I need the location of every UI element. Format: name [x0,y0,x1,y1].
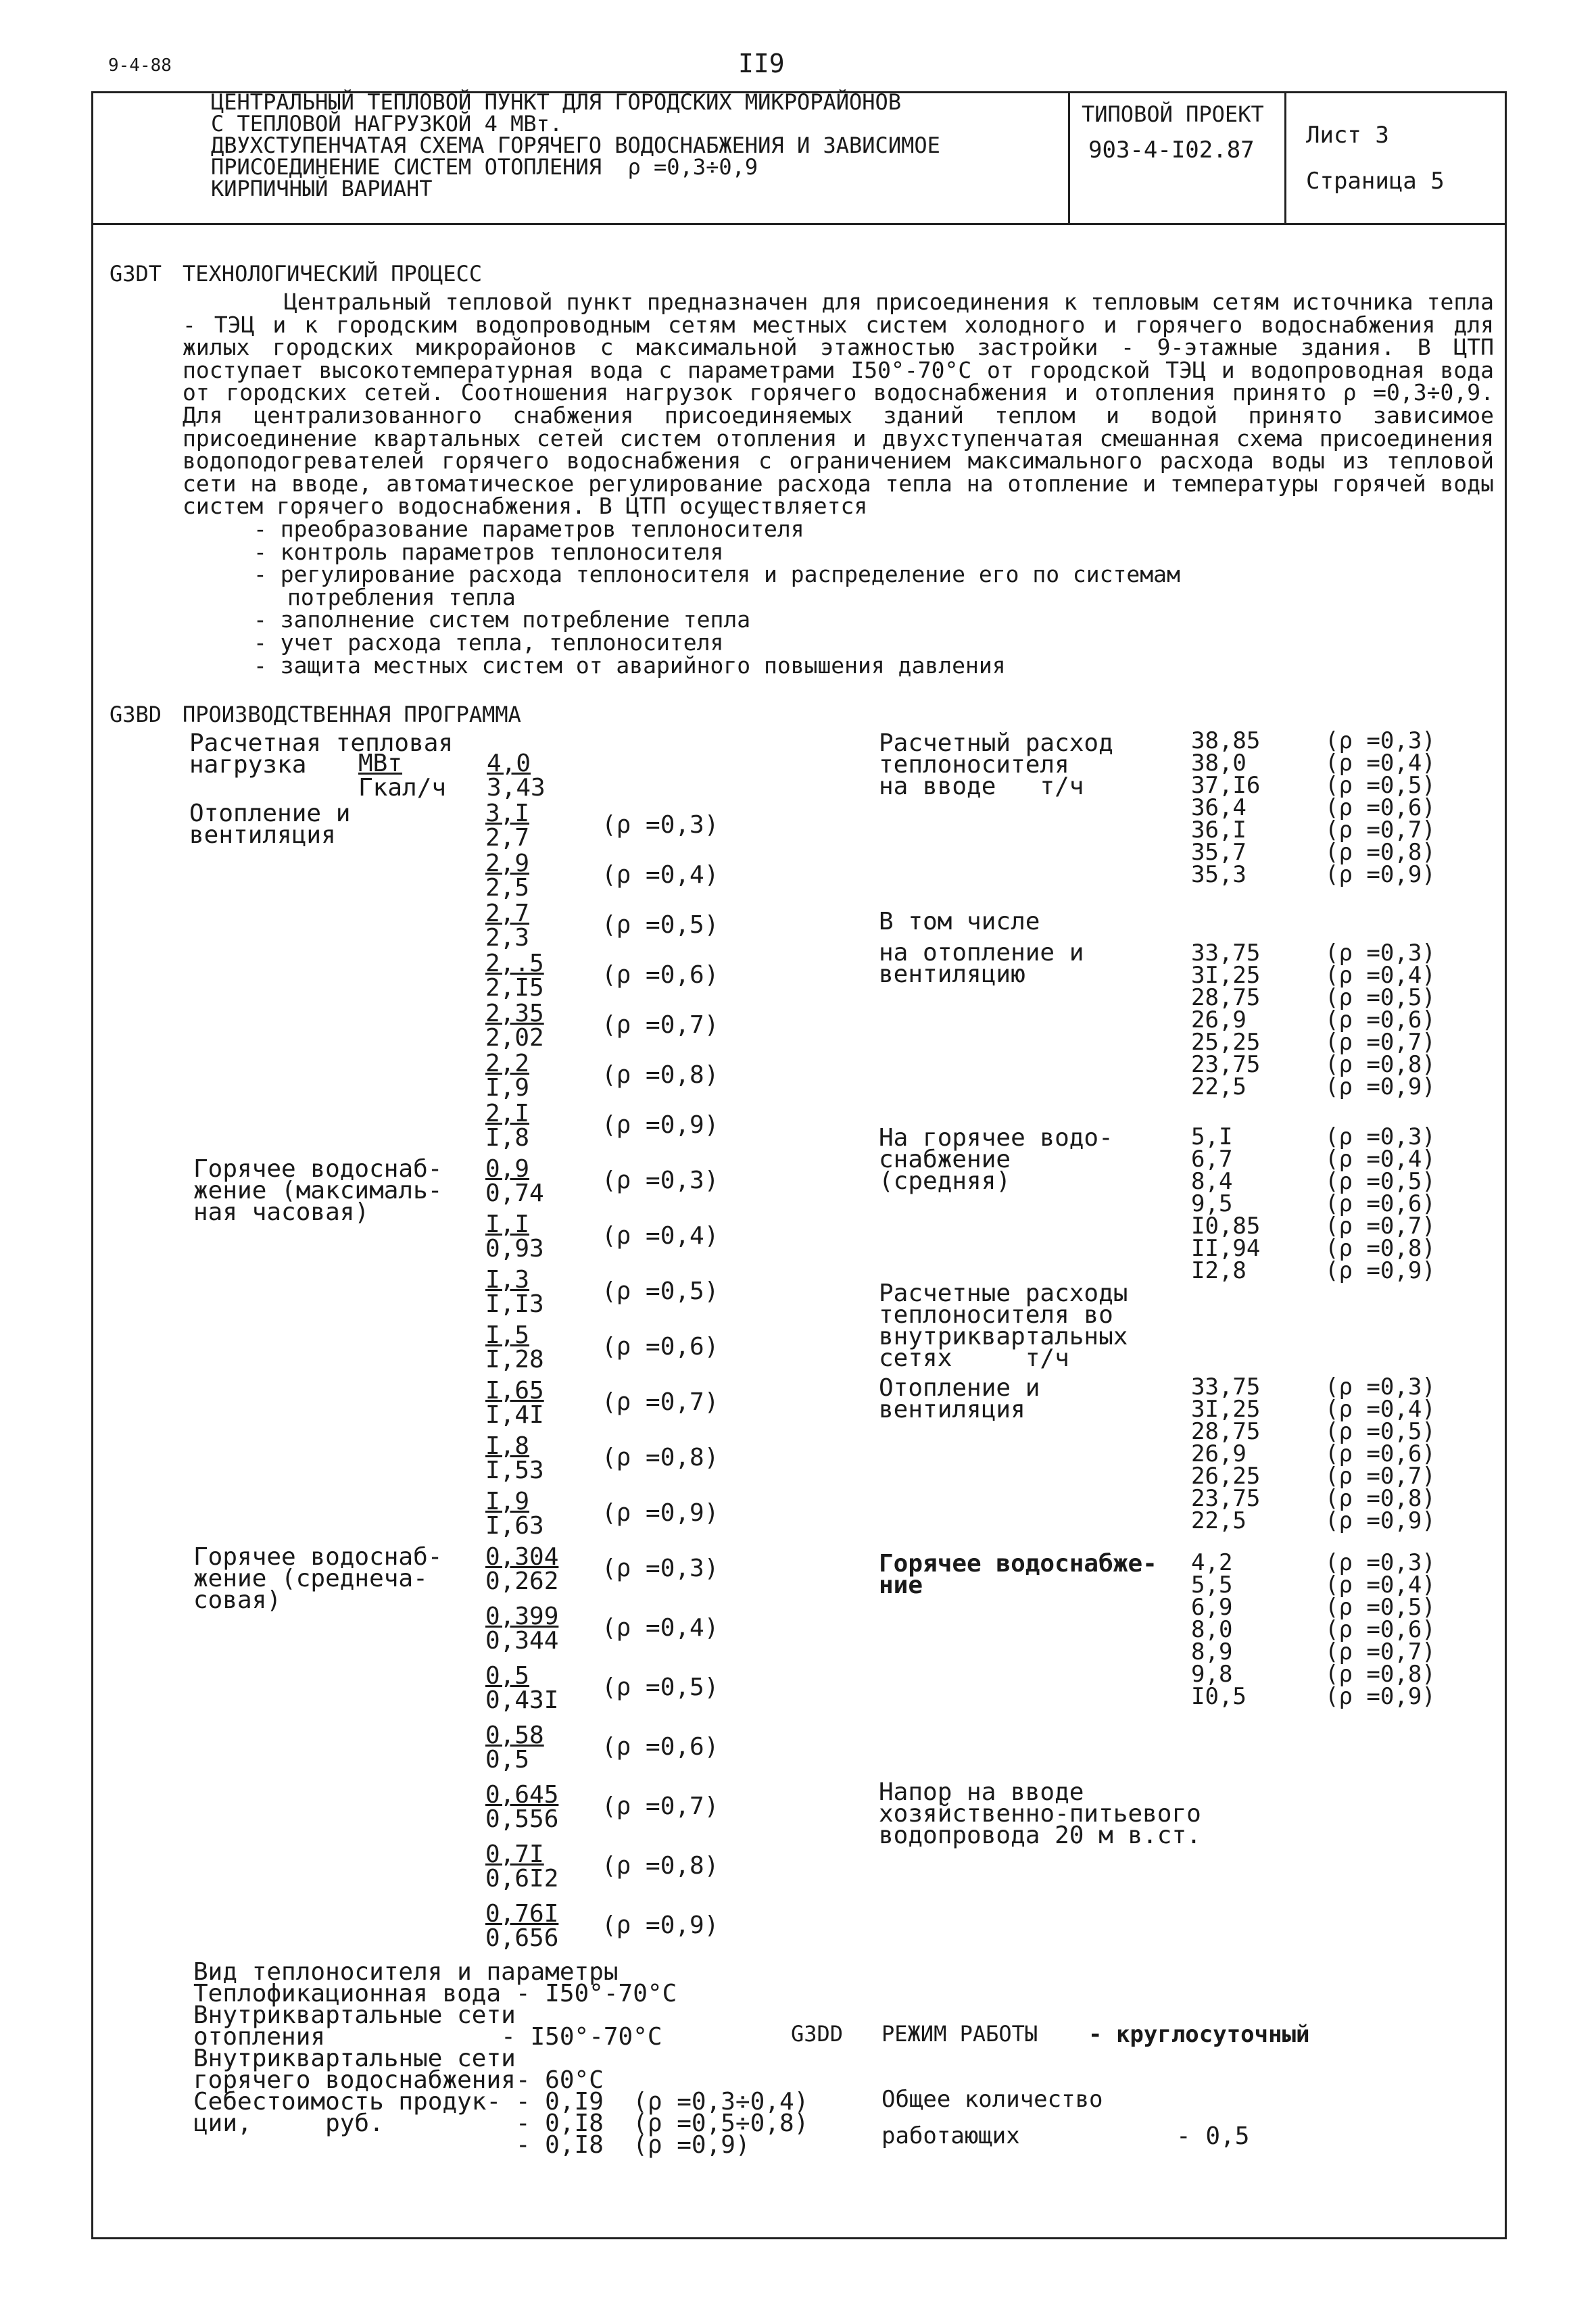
flow-values [1191,727,1261,888]
rho-label: (ρ =0,7) [1325,1638,1436,1665]
fraction-denominator: 0,74 [485,1179,544,1207]
table-value: 8,9 [1191,1638,1233,1665]
rho-label: (ρ =0,3) [1325,1373,1436,1400]
fraction-denominator: I,I3 [485,1290,544,1318]
carrier-text: Внутриквартальные сети [193,2001,516,2029]
rho-label: (ρ =0,7) [1325,1463,1436,1490]
rho-label: (ρ =0,7) [602,1011,719,1039]
rho-label: (ρ =0,5) [1325,1594,1436,1621]
hw-avg-label: совая) [193,1586,282,1614]
fraction-denominator: 2,5 [485,874,530,902]
table-value: 33,75 [1191,1373,1261,1400]
quarter-hw-values [1191,1549,1247,1710]
title-line: ЦЕНТРАЛЬНЫЙ ТЕПЛОВОЙ ПУНКТ ДЛЯ ГОРОДСКИХ МИКРОРАЙОНОВ [211,89,902,115]
table-value: 6,9 [1191,1594,1233,1621]
process-item: - заполнение систем потребление тепла [253,606,751,633]
table-value: 8,4 [1191,1168,1233,1195]
process-item: - учет расхода тепла, теплоносителя [253,629,724,656]
fraction-numerator: 2,9 [485,850,530,877]
fraction-numerator: I,65 [485,1377,544,1405]
fraction-value [485,1490,544,1538]
table-value: 5,I [1191,1123,1233,1150]
rho-label: (ρ =0,6) [602,961,719,989]
fraction-numerator: 2,I [485,1100,530,1127]
rho-label: (ρ =0,6) [1325,1440,1436,1467]
table-value: 26,9 [1191,1440,1247,1467]
fraction-denominator: 0,6I2 [485,1865,559,1893]
fraction-denominator: 0,344 [485,1627,559,1655]
table-value: 35,7 [1191,839,1247,866]
load-unit: МВт Гкал/ч [358,750,447,802]
load-label: нагрузка [189,751,307,779]
table-value: 23,75 [1191,1051,1261,1078]
rho-label: (ρ =0,8) [602,1444,719,1471]
fraction-value [485,902,529,950]
table-value: 4,2 [1191,1549,1233,1576]
work-mode-value: - круглосуточный [1088,2021,1310,2048]
fraction-value [485,1783,558,1832]
process-paragraph: Центральный тепловой пункт предназначен для присоединения к тепловым сетям источника тепла - ТЭЦ и к городским водопроводным сетям местных систем холодного и горячего водоснабжения для жилых городских микрорайонов с максимальной этажностью застройки - 9-этажные здания. В ЦТП поступает высокотемпературная вода с параметрами I50°-70°C от городской ТЭЦ и водопроводная вода от городских сетей. Соотношения нагрузок горячего водоснабжения и отопления принято ρ =0,3÷0,9. Для централизованного снабжения присоединяемых зданий теплом и водой принято зависимое присоединение квартальных сетей систем отопления и двухступенчатая смешанная схема присоединения водоподогревателей горячего водоснабжения с ограничением максимального расхода воды из тепловой сети на вводе, автоматическое регулирование расхода тепла на отопление и температуры горячей воды систем горячего водоснабжения. В ЦТП осуществляется [183,289,1494,520]
rho-label: (ρ =0,5) [602,1674,719,1701]
table-value: II,94 [1191,1235,1261,1262]
staff-value: - 0,5 [1176,2122,1250,2150]
incl-heat-label: на отопление и [879,939,1084,967]
fraction-value [485,802,529,850]
flow-rho-values [1325,727,1436,888]
rho-label: (ρ =0,7) [602,1388,719,1416]
section-heading: ТЕХНОЛОГИЧЕСКИЙ ПРОЦЕСС [183,261,483,287]
process-item: - защита местных систем от аварийного повышения давления [253,652,1006,679]
fraction-denominator: 2,02 [485,1024,544,1052]
rho-label: (ρ =0,6) [1325,1616,1436,1643]
rho-label: (ρ =0,6) [602,1733,719,1761]
table-value: 26,25 [1191,1463,1261,1490]
fraction-denominator: 0,262 [485,1567,559,1595]
title-block-separator [91,223,1505,225]
cost-text: ции, руб. - 0,I8 (ρ =0,5÷0,8) [193,2110,809,2137]
title-block-divider [1068,91,1070,225]
table-value: 3I,25 [1191,962,1261,989]
document-code: 9-4-88 [108,55,172,76]
incl-hw-label: снабжение [879,1146,1011,1173]
fraction-numerator: 0,7I [485,1841,544,1868]
table-value: 36,4 [1191,794,1247,821]
fraction-numerator: I,8 [485,1432,530,1460]
incl-heat-label: вентиляцию [879,960,1025,988]
rho-label: (ρ =0,3) [1325,727,1436,754]
section-code: G3DD [791,2021,844,2047]
rho-label: (ρ =0,4) [1325,1146,1436,1173]
incl-heat-values [1191,942,1260,1098]
rho-label: (ρ =0,4) [1325,1396,1436,1423]
rho-label: (ρ =0,8) [1325,1235,1436,1262]
rho-label: (ρ =0,9) [1325,861,1436,888]
rho-label: (ρ =0,5) [1325,772,1436,799]
flow-label: Расчетный расход [879,729,1113,757]
table-value: I2,8 [1191,1257,1247,1284]
quarter-heat-rho-values [1325,1373,1436,1534]
rho-label: (ρ =0,3) [602,1555,719,1582]
fraction-value [485,1724,544,1772]
fraction-denominator: I,53 [485,1457,544,1484]
rho-label: (ρ =0,7) [1325,1213,1436,1240]
fraction-denominator: 0,43I [485,1686,559,1714]
fraction-value [485,1545,558,1594]
rho-label: (ρ =0,5) [1325,1168,1436,1195]
fraction-numerator: 2,.5 [485,950,544,977]
rho-label: (ρ =0,5) [602,911,719,939]
rho-label: (ρ =0,3) [602,811,719,839]
quarter-hw-rho-values [1325,1549,1436,1710]
staff-label: работающих [881,2122,1020,2149]
rho-label: (ρ =0,6) [1325,794,1436,821]
process-item: - преобразование параметров теплоносителя [253,515,804,542]
table-value: I0,5 [1191,1683,1247,1710]
quarter-label: внутриквартальных [879,1323,1128,1350]
fraction-denominator: I,9 [485,1074,530,1102]
rho-label: (ρ =0,8) [1325,1051,1436,1078]
fraction-denominator: I,8 [485,1124,530,1152]
quarter-label: Расчетные расходы [879,1280,1128,1307]
rho-label: (ρ =0,3) [1325,1549,1436,1576]
fraction-value [485,1268,544,1317]
title-line: ДВУХСТУПЕНЧАТАЯ СХЕМА ГОРЯЧЕГО ВОДОСНАБЖЕНИЯ И ЗАВИСИМОЕ [211,132,940,158]
table-value: 35,3 [1191,861,1247,888]
fraction-numerator: I,9 [485,1488,530,1515]
rho-label: (ρ =0,4) [1325,750,1436,777]
section-heading: ПРОИЗВОДСТВЕННАЯ ПРОГРАММА [183,702,521,727]
fraction-value [485,1102,529,1150]
hw-max-label: ная часовая) [193,1198,370,1226]
fraction-numerator: 2,2 [485,1050,530,1077]
hw-avg-label: Горячее водоснаб- [193,1543,443,1571]
quarter-heat-values [1191,1373,1261,1534]
fraction-numerator: 3,I [485,800,530,827]
fraction-numerator: I,3 [485,1266,530,1294]
fraction-value [485,1213,544,1261]
rho-label: (ρ =0,4) [602,1614,719,1642]
hw-max-label: Горячее водоснаб- [193,1155,443,1183]
fraction-numerator: 0,399 [485,1603,559,1630]
incl-hw-rho-values [1325,1123,1436,1284]
table-value: 28,75 [1191,984,1261,1011]
rho-label: (ρ =0,9) [1325,1683,1436,1710]
fraction-value [485,1379,544,1428]
section-code: G3BD [110,702,162,727]
load-label: Расчетная тепловая [189,729,454,757]
fraction-value [485,1434,544,1483]
title-line: КИРПИЧНЫЙ ВАРИАНТ [211,176,433,201]
table-value: 22,5 [1191,1507,1247,1534]
fraction-denominator: 0,5 [485,1746,530,1774]
table-value: 33,75 [1191,940,1261,967]
page-indicator: Страница 5 [1306,168,1445,195]
fraction-denominator: 2,3 [485,924,530,952]
fraction-denominator: 2,I5 [485,974,544,1002]
rho-label: (ρ =0,3) [1325,1123,1436,1150]
fraction-denominator: 0,556 [485,1805,559,1833]
fraction-denominator: I,63 [485,1512,544,1540]
quarter-heat-label: Отопление и [879,1374,1040,1402]
carrier-text: Внутриквартальные сети [193,2045,516,2072]
fraction-numerator: 0,76I [485,1900,559,1928]
fraction-numerator: I,I [485,1211,530,1238]
quarter-label: сетях т/ч [879,1344,1069,1372]
fraction-denominator: I,4I [485,1401,544,1429]
section-heading: РЕЖИМ РАБОТЫ [881,2021,1038,2047]
rho-label: (ρ =0,6) [1325,1190,1436,1217]
table-value: 25,25 [1191,1029,1261,1056]
rho-label: (ρ =0,7) [1325,1029,1436,1056]
fraction-value [485,1605,558,1653]
rho-label: (ρ =0,4) [602,861,719,889]
process-item: - регулирование расхода теплоносителя и распределение его по системам [253,561,1180,588]
rho-label: (ρ =0,8) [602,1852,719,1880]
table-value: 5,5 [1191,1571,1233,1599]
section-code: G3DT [110,261,162,287]
heating-label: Отопление и [189,800,351,827]
fraction-numerator: 2,35 [485,1000,544,1027]
fraction-numerator: 0,304 [485,1543,559,1571]
carrier-text: Вид теплоносителя и параметры [193,1958,619,1986]
heating-label: вентиляция [189,821,336,849]
rho-label: (ρ =0,8) [1325,839,1436,866]
rho-label: (ρ =0,3) [602,1167,719,1194]
fraction-value [485,1052,529,1100]
table-value: 26,9 [1191,1006,1247,1033]
rho-label: (ρ =0,4) [602,1222,719,1250]
fraction-denominator: 0,656 [485,1924,559,1952]
incl-heat-rho-values [1325,942,1436,1098]
cost-text: - 0,I8 (ρ =0,9) [193,2131,750,2159]
rho-label: (ρ =0,9) [602,1911,719,1939]
project-number: 903-4-I02.87 [1088,137,1255,164]
quarter-label: теплоносителя во [879,1301,1113,1329]
rho-label: (ρ =0,4) [1325,1571,1436,1599]
process-description [183,291,1494,677]
rho-label: (ρ =0,5) [1325,1418,1436,1445]
fraction-value [485,852,529,900]
fraction-value [485,952,544,1000]
fraction-value [485,1323,544,1372]
rho-label: (ρ =0,7) [602,1793,719,1820]
rho-label: (ρ =0,9) [602,1499,719,1527]
fraction-numerator: I,5 [485,1321,530,1349]
rho-label: (ρ =0,8) [1325,1661,1436,1688]
rho-label: (ρ =0,9) [1325,1073,1436,1100]
table-value: 28,75 [1191,1418,1261,1445]
table-value: 6,7 [1191,1146,1233,1173]
title-block-divider [1284,91,1286,225]
rho-label: (ρ =0,4) [1325,962,1436,989]
rho-label: (ρ =0,9) [602,1111,719,1139]
process-item-continuation: потребления тепла [287,583,516,610]
rho-label: (ρ =0,6) [602,1333,719,1361]
pressure-text: водопровода 20 м в.ст. [879,1822,1201,1849]
fraction-value [485,1843,558,1891]
fraction-numerator: 0,645 [485,1781,559,1809]
page-number: II9 [738,49,785,78]
rho-label: (ρ =0,3) [1325,940,1436,967]
fraction-numerator: 0,5 [485,1662,530,1690]
table-value: 36,I [1191,817,1247,844]
table-value: 38,0 [1191,750,1247,777]
fraction-denominator: 2,7 [485,824,530,852]
project-label: ТИПОВОЙ ПРОЕКТ [1082,101,1264,127]
pressure-text: хозяйственно-питьевого [879,1800,1201,1828]
rho-label: (ρ =0,8) [602,1061,719,1089]
title-line: ПРИСОЕДИНЕНИЕ СИСТЕМ ОТОПЛЕНИЯ ρ =0,3÷0,9 [211,154,758,180]
quarter-hw-label: ние [879,1571,923,1599]
flow-label: на вводе т/ч [879,773,1084,800]
rho-label: (ρ =0,5) [1325,984,1436,1011]
rho-label: (ρ =0,5) [602,1277,719,1305]
table-value: I0,85 [1191,1213,1261,1240]
title-line: С ТЕПЛОВОЙ НАГРУЗКОЙ 4 МВт. [211,111,563,137]
rho-label: (ρ =0,7) [1325,817,1436,844]
rho-label: (ρ =0,9) [1325,1257,1436,1284]
fraction-numerator: 2,7 [485,900,530,927]
table-value: 3I,25 [1191,1396,1261,1423]
rho-label: (ρ =0,9) [1325,1507,1436,1534]
rho-label: (ρ =0,8) [1325,1485,1436,1512]
pressure-text: Напор на вводе [879,1778,1084,1806]
flow-label: теплоносителя [879,751,1069,779]
carrier-text: горячего водоснабжения- 60°C [193,2066,604,2094]
load-value: $\frac{4,0}{3,43}$ [487,750,546,802]
quarter-hw-label: Горячее водоснабже- [879,1550,1157,1578]
incl-hw-label: На горячее водо- [879,1124,1113,1152]
carrier-text: отопления - I50°-70°C [193,2023,662,2051]
table-value: 37,I6 [1191,772,1261,799]
fraction-denominator: I,28 [485,1346,544,1373]
fraction-denominator: 0,93 [485,1235,544,1263]
including-label: В том числе [879,908,1040,935]
process-item: - контроль параметров теплоносителя [253,538,724,565]
fraction-value [485,1664,558,1713]
carrier-text: Теплофикационная вода - I50°-70°C [193,1980,677,2007]
hw-max-label: жение (максималь- [193,1177,443,1204]
cost-text: Себестоимость продук- - 0,I9 (ρ =0,3÷0,4) [193,2088,809,2116]
table-value: 8,0 [1191,1616,1233,1643]
sheet-number: Лист 3 [1306,122,1389,149]
fraction-value [485,1157,544,1206]
hw-avg-label: жение (среднеча- [193,1565,428,1592]
staff-label: Общее количество [881,2086,1103,2113]
table-value: 9,8 [1191,1661,1233,1688]
fraction-numerator: 0,9 [485,1155,530,1183]
quarter-heat-label: вентиляция [879,1396,1025,1423]
rho-label: (ρ =0,6) [1325,1006,1436,1033]
table-value: 38,85 [1191,727,1261,754]
fraction-value [485,1902,558,1951]
table-value: 23,75 [1191,1485,1261,1512]
incl-hw-values [1191,1123,1261,1284]
table-value: 22,5 [1191,1073,1247,1100]
incl-hw-label: (средняя) [879,1167,1011,1195]
fraction-numerator: 0,58 [485,1722,544,1749]
fraction-value [485,1002,544,1050]
table-value: 9,5 [1191,1190,1233,1217]
